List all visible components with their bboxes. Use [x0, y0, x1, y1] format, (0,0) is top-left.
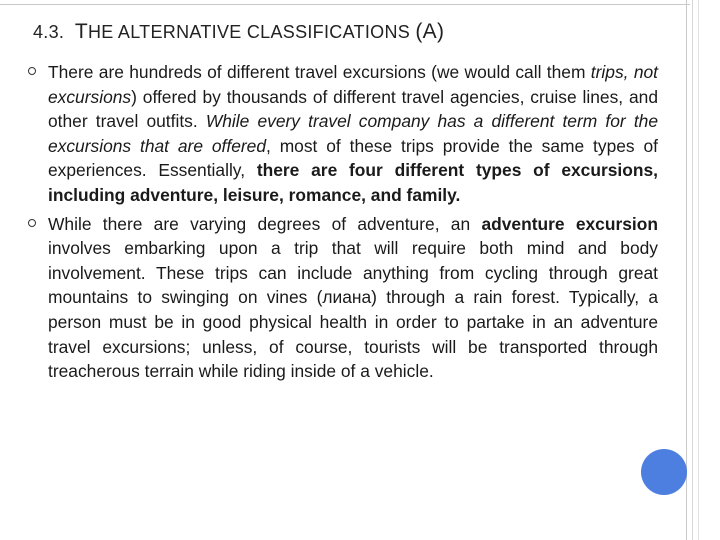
bullet-segment: While there are varying degrees of adventure, an: [48, 213, 482, 234]
slide-title: [33, 20, 444, 44]
frame-top-line: [0, 4, 690, 5]
frame-right-line-2: [692, 0, 693, 540]
bullet-text-2: [48, 214, 658, 382]
bullet-circle-icon: [28, 219, 36, 227]
decorative-circle: [641, 449, 687, 495]
bullet-segment: ) offered by thousands of different travel agencies, cruise lines, and other travel outfits.: [48, 86, 658, 132]
bullet-item-1: [28, 60, 658, 208]
bullet-segment: adventure excursion: [481, 213, 658, 234]
bullet-segment: there are four different types of excursions, including adventure, leisure, romance, and family.: [48, 160, 658, 205]
bullet-text-1: [48, 62, 658, 205]
title-paren: (A): [415, 20, 445, 43]
bullet-list: [28, 60, 658, 384]
title-initial: T: [74, 20, 88, 43]
title-number: 4.3.: [33, 22, 65, 42]
bullet-item-2: [28, 212, 658, 384]
bullet-segment: While every travel company has a different term for the excursions that are offered: [48, 111, 659, 156]
title-text: HE ALTERNATIVE CLASSIFICATIONS: [87, 22, 416, 42]
bullet-segment: involves embarking upon a trip that will require both mind and body involvement. These trips can include anything from cycling through great mountains to swinging on vines (лиана) through a rain forest. Typically, a person must be in good physical health in order to partake in an adventure travel excursions; unless, of course, tourists will be transported through treacherous terrain while riding inside of a vehicle.: [48, 238, 658, 382]
frame-right-line-3: [698, 0, 699, 540]
frame-right-line: [686, 0, 687, 540]
bullet-circle-icon: [28, 67, 36, 75]
bullet-segment: trips, not excursions: [48, 62, 658, 107]
bullet-segment: , most of these trips provide the same types of experiences. Essentially,: [48, 135, 658, 181]
bullet-segment: There are hundreds of different travel excursions (we would call them: [48, 62, 591, 82]
